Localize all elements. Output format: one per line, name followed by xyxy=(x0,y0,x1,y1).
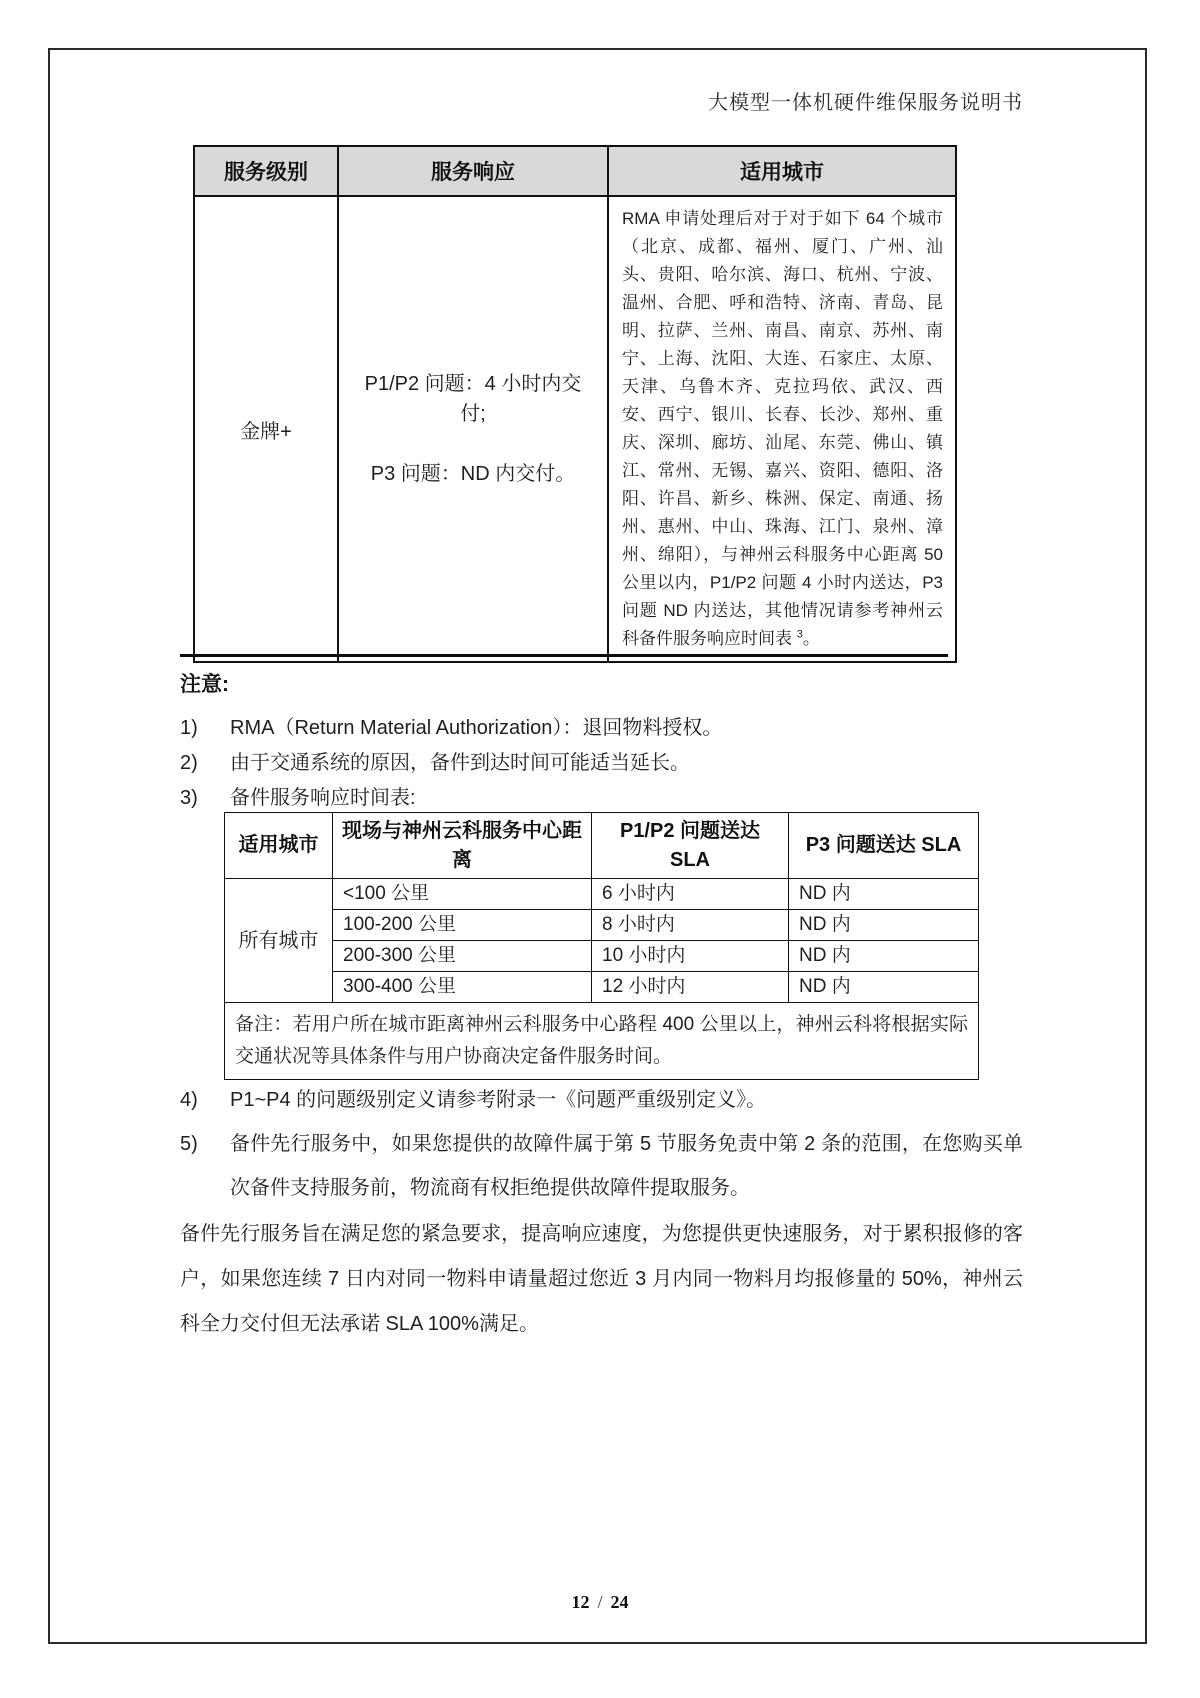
note-number: 5) xyxy=(180,1133,198,1155)
service-table-row-gold-plus xyxy=(194,196,956,662)
note-number: 2) xyxy=(180,752,198,774)
notes-section xyxy=(180,668,1025,816)
current-page-number: 12 xyxy=(571,1592,590,1612)
p3-sla-cell: ND 内 xyxy=(789,972,979,1003)
distance-cell: <100 公里 xyxy=(333,879,592,910)
sla-table-row xyxy=(225,972,979,1003)
p3-sla-cell: ND 内 xyxy=(789,879,979,910)
note-number: 3) xyxy=(180,787,198,809)
distance-cell: 100-200 公里 xyxy=(333,910,592,941)
note-number: 4) xyxy=(180,1089,198,1111)
sla-table-header-row xyxy=(225,813,979,879)
service-response-cell xyxy=(338,196,608,662)
city-scope-cell: 所有城市 xyxy=(225,879,333,1003)
response-p1p2-text: P1/P2 问题：4 小时内交付; xyxy=(364,373,582,425)
p3-sla-cell: ND 内 xyxy=(789,910,979,941)
header-p3-delivery-sla: P3 问题送达 SLA xyxy=(789,813,979,879)
note-text: P1~P4 的问题级别定义请参考附录一《问题严重级别定义》。 xyxy=(230,1089,767,1111)
note-text: 备件先行服务中，如果您提供的故障件属于第 5 节服务免责中第 2 条的范围，在您购买单次备件支持服务前，物流商有权拒绝提供故障件提取服务。 xyxy=(230,1133,1023,1199)
note-item-2 xyxy=(180,746,1025,781)
distance-cell: 200-300 公里 xyxy=(333,941,592,972)
section-divider-line xyxy=(180,654,948,657)
service-level-value: 金牌+ xyxy=(194,196,338,662)
spare-parts-sla-table xyxy=(224,812,979,1080)
service-table-header-row xyxy=(194,146,956,196)
page-footer xyxy=(0,1592,1200,1613)
applicable-cities-cell xyxy=(608,196,956,662)
header-applicable-city: 适用城市 xyxy=(225,813,333,879)
service-level-table xyxy=(193,145,957,663)
document-header-title: 大模型一体机硬件维保服务说明书 xyxy=(708,92,1023,114)
note-text: 由于交通系统的原因，备件到达时间可能适当延长。 xyxy=(230,752,690,774)
p1p2-sla-cell: 12 小时内 xyxy=(592,972,789,1003)
header-p1p2-delivery-sla: P1/P2 问题送达 SLA xyxy=(592,813,789,879)
header-distance-to-service-center: 现场与神州云科服务中心距离 xyxy=(333,813,592,879)
response-p3-text: P3 问题：ND 内交付。 xyxy=(370,463,576,485)
note-item-1 xyxy=(180,711,1025,746)
header-service-response: 服务响应 xyxy=(338,146,608,196)
note-text: 备件服务响应时间表: xyxy=(230,787,416,809)
note-item-4 xyxy=(180,1078,1023,1122)
header-applicable-cities: 适用城市 xyxy=(608,146,956,196)
total-page-count: 24 xyxy=(610,1592,629,1612)
closing-paragraph: 备件先行服务旨在满足您的紧急要求，提高响应速度，为您提供更快速服务，对于累积报修的客户，如果您连续 7 日内对同一物料申请量超过您近 3 月内同一物料月均报修量的 50%，神州云科全力交付但无法承诺 SLA 100%满足。 xyxy=(180,1223,1023,1335)
page-number-separator: / xyxy=(597,1592,603,1612)
notes-section-continued xyxy=(180,1078,1023,1347)
distance-cell: 300-400 公里 xyxy=(333,972,592,1003)
sla-table-row xyxy=(225,941,979,972)
p1p2-sla-cell: 10 小时内 xyxy=(592,941,789,972)
footnote-reference-3: 3 xyxy=(796,628,803,641)
header-service-level: 服务级别 xyxy=(194,146,338,196)
sla-table-remark-row xyxy=(225,1003,979,1080)
note-number: 1) xyxy=(180,717,198,739)
sla-table-remark: 备注：若用户所在城市距离神州云科服务中心路程 400 公里以上，神州云科将根据实际交通状况等具体条件与用户协商决定备件服务时间。 xyxy=(225,1003,979,1080)
p1p2-sla-cell: 6 小时内 xyxy=(592,879,789,910)
sla-table-row xyxy=(225,879,979,910)
note-item-3 xyxy=(180,781,1025,816)
notes-heading: 注意: xyxy=(180,673,229,696)
p1p2-sla-cell: 8 小时内 xyxy=(592,910,789,941)
sla-table-row xyxy=(225,910,979,941)
cities-text: RMA 申请处理后对于对于如下 64 个城市（北京、成都、福州、厦门、广州、汕头、贵阳、哈尔滨、海口、杭州、宁波、温州、合肥、呼和浩特、济南、青岛、昆明、拉萨、兰州、南昌、南京、苏州、南宁、上海、沈阳、大连、石家庄、太原、天津、乌鲁木齐、克拉玛依、武汉、西安、西宁、银川、长春、长沙、郑州、重庆、深圳、廊坊、汕尾、东莞、佛山、镇江、常州、无锡、嘉兴、资阳、德阳、洛阳、许昌、新乡、株洲、保定、南通、扬州、惠州、中山、珠海、江门、泉州、漳州、绵阳），与神州云科服务中心距离 50 公里以内，P1/P2 问题 4 小时内送达，P3 问题 ND 内送达，其他情况请参考神州云科备件服务响应时间表 xyxy=(622,209,943,648)
cities-text-end: 。 xyxy=(802,629,820,648)
note-item-5 xyxy=(180,1122,1023,1210)
note-text: RMA（Return Material Authorization）：退回物料授权。 xyxy=(230,717,723,739)
p3-sla-cell: ND 内 xyxy=(789,941,979,972)
